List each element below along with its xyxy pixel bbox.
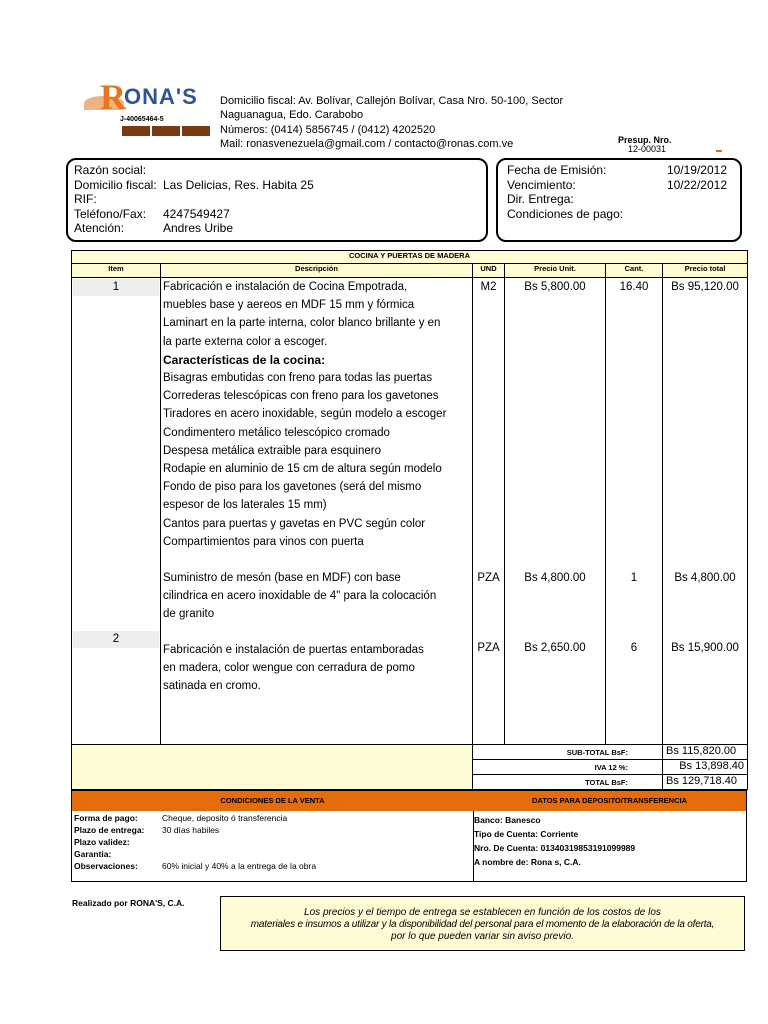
description-line: Condimentero metálico telescópico cromado xyxy=(163,426,390,439)
client-label: Razón social: xyxy=(74,163,147,177)
condition-label: Plazo de entrega: xyxy=(74,825,145,835)
date-label: Fecha de Emisión: xyxy=(507,163,607,177)
quote-table xyxy=(71,250,748,790)
wood-bars-graphic xyxy=(122,126,210,136)
client-label: RIF: xyxy=(74,192,97,207)
condition-label: Observaciones: xyxy=(74,861,138,871)
unit-price-value: Bs 5,800.00 xyxy=(524,281,586,293)
item-cell xyxy=(72,278,161,745)
deposit-info xyxy=(474,813,635,869)
deposit-title: DATOS PARA DEPOSITO/TRANSFERENCIA xyxy=(531,796,687,805)
col-header-total: Precio total xyxy=(663,264,748,278)
und-cell xyxy=(473,278,505,745)
condition-label: Garantia: xyxy=(74,849,112,859)
description-line: espesor de los laterales 15 mm) xyxy=(163,499,327,512)
item-number: 2 xyxy=(73,631,159,648)
logo-rif: J-40065464-5 xyxy=(120,116,164,123)
made-by: Realizado por RONA'S, C.A. xyxy=(72,898,185,908)
col-header-item: Item xyxy=(72,264,161,278)
mail-line: Mail: ronasvenezuela@gmail.com / contacto@ronas.com.ve xyxy=(220,137,514,150)
description-line: Fabricación e instalación de Cocina Empotrada, xyxy=(163,281,408,293)
description-line: Correderas telescópicas con freno para los gavetones xyxy=(163,390,439,403)
unit-price-value: Bs 2,650.00 xyxy=(524,642,586,655)
account-number-line: Nro. De Cuenta: 01340319853191099989 xyxy=(474,843,636,853)
client-value: Andres Uribe xyxy=(163,221,234,236)
orange-mark xyxy=(716,150,722,152)
company-address xyxy=(220,94,563,151)
total-label: TOTAL BsF: xyxy=(473,775,663,790)
description-line: Compartimientos para vinos con puerta xyxy=(163,535,364,548)
totals-filler xyxy=(72,745,473,790)
price-disclaimer xyxy=(220,896,745,951)
description-line: en madera, color wengue con cerradura de pomo xyxy=(163,661,415,674)
client-label: Domicilio fiscal: xyxy=(74,177,157,192)
subtotal-value: Bs 115,820.00 xyxy=(663,745,748,760)
condition-value: Cheque, deposito ó transferencia xyxy=(162,813,288,823)
disclaimer-line: por lo que pueden variar sin aviso previo. xyxy=(391,931,574,942)
unit-price-cell xyxy=(505,278,606,745)
item-number: 1 xyxy=(73,279,159,296)
presup-number: 12-00031 xyxy=(628,144,667,154)
description-subheading: Características de la cocina: xyxy=(163,352,326,367)
date-value: 10/19/2012 xyxy=(666,163,727,177)
presup-label: Presup. Nro. xyxy=(618,135,672,145)
conditions-list xyxy=(72,812,318,872)
col-header-und: UND xyxy=(473,264,505,278)
client-value: Las Delicias, Res. Habita 25 xyxy=(163,177,314,192)
conditions-section xyxy=(71,790,747,882)
condition-value xyxy=(160,848,318,860)
account-holder-line: A nombre de: Rona s, C.A. xyxy=(474,857,581,867)
company-logo xyxy=(84,76,214,140)
subtotal-label: SUB-TOTAL BsF: xyxy=(473,745,663,760)
qty-cell xyxy=(606,278,663,745)
description-line: Despesa metálica extraible para esquinero xyxy=(163,444,381,457)
description-line: cilindrica en acero inoxidable de 4" para la colocación xyxy=(163,590,437,603)
qty-value: 1 xyxy=(630,572,638,585)
description-line: Fondo de piso para los gavetones (será del mismo xyxy=(163,481,422,494)
condition-value: 60% inicial y 40% a la entrega de la obra xyxy=(162,861,317,871)
description-line: satinada en cromo. xyxy=(163,680,261,693)
total-value: Bs 4,800.00 xyxy=(674,572,736,585)
date-label: Condiciones de pago: xyxy=(507,206,624,221)
address-line: Domicilio fiscal: Av. Bolívar, Callejón Bolívar, Casa Nro. 50-100, Sector xyxy=(220,95,564,107)
iva-value: Bs 13,898.40 xyxy=(663,760,748,775)
description-line: muebles base y aereos en MDF 15 mm y fórmica xyxy=(163,299,415,312)
disclaimer-line: materiales e insumos a utilizar y la disponibilidad del personal para el momento de la elaboración de la oferta, xyxy=(250,919,715,930)
description-cell xyxy=(161,278,473,745)
client-value: 4247549427 xyxy=(163,206,230,221)
table-title: COCINA Y PUERTAS DE MADERA xyxy=(72,251,748,264)
und-value: M2 xyxy=(480,281,497,293)
condition-value xyxy=(160,836,318,848)
description-line: Bisagras embutidas con freno para todas las puertas xyxy=(163,372,433,385)
dates-info-box xyxy=(496,158,742,242)
col-header-unit-price: Precio Unit. xyxy=(505,264,606,278)
total-value: Bs 15,900.00 xyxy=(671,642,739,655)
logo-letter: R xyxy=(100,77,125,117)
client-label: Atención: xyxy=(74,221,125,236)
condition-label: Plazo validez: xyxy=(74,837,130,847)
qty-value: 6 xyxy=(630,642,638,655)
conditions-title: CONDICIONES DE LA VENTA xyxy=(220,796,325,805)
und-value: PZA xyxy=(477,572,500,585)
date-label: Dir. Entrega: xyxy=(507,192,574,207)
account-type-line: Tipo de Cuenta: Corriente xyxy=(474,829,579,839)
description-line: la parte externa color a escoger. xyxy=(163,335,328,348)
logo-wordmark: ONA'S xyxy=(124,84,198,109)
qty-value: 16.40 xyxy=(619,281,649,293)
client-label: Teléfono/Fax: xyxy=(74,206,147,221)
unit-price-value: Bs 4,800.00 xyxy=(524,572,586,585)
grand-total-value: Bs 129,718.40 xyxy=(663,775,748,790)
total-cell xyxy=(663,278,748,745)
description-line: Laminart en la parte interna, color blanco brillante y en xyxy=(163,317,441,330)
description-line: Fabricación e instalación de puertas entamboradas xyxy=(163,643,424,656)
description-line: Rodapie en aluminio de 15 cm de altura según modelo xyxy=(163,463,442,476)
client-info-box xyxy=(66,158,488,242)
und-value: PZA xyxy=(477,642,500,655)
description-line: Suministro de mesón (base en MDF) con base xyxy=(163,572,401,585)
iva-label: IVA 12 %: xyxy=(473,760,663,775)
condition-value: 30 días habiles xyxy=(162,825,220,835)
table-row xyxy=(72,278,748,745)
address-line: Naguanagua, Edo. Carabobo xyxy=(220,109,364,122)
description-line: Tiradores en acero inoxidable, según modelo a escoger xyxy=(163,408,447,421)
condition-label: Forma de pago: xyxy=(74,813,138,823)
col-header-description: Descripción xyxy=(161,264,473,278)
description-line: de granito xyxy=(163,608,215,621)
total-value: Bs 95,120.00 xyxy=(671,281,739,293)
date-label: Vencimiento: xyxy=(507,177,576,192)
col-header-qty: Cant. xyxy=(606,264,663,278)
bank-line: Banco: Banesco xyxy=(474,815,541,825)
description-line: Cantos para puertas y gavetas en PVC según color xyxy=(163,517,426,530)
disclaimer-line: Los precios y el tiempo de entrega se establecen en función de los costos de los xyxy=(304,907,661,918)
phone-line: Números: (0414) 5856745 / (0412) 4202520 xyxy=(220,123,436,136)
date-value: 10/22/2012 xyxy=(666,177,727,192)
